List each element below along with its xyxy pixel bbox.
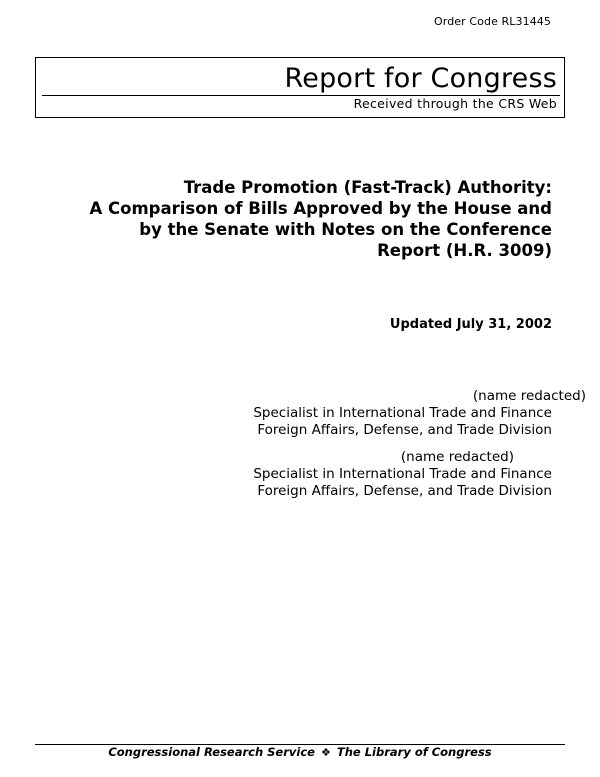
diamond-ornament-icon: ❖ bbox=[320, 746, 331, 759]
author-title: Specialist in International Trade and Finance bbox=[253, 466, 552, 482]
report-header-subtitle: Received through the CRS Web bbox=[353, 96, 557, 111]
author-division: Foreign Affairs, Defense, and Trade Division bbox=[257, 422, 552, 438]
author-name: (name redacted) bbox=[400, 449, 514, 465]
document-title-line: Report (H.R. 3009) bbox=[377, 241, 552, 260]
footer-library: The Library of Congress bbox=[336, 745, 492, 759]
report-header-title: Report for Congress bbox=[284, 63, 557, 94]
order-code: Order Code RL31445 bbox=[434, 15, 551, 28]
document-title-line: Trade Promotion (Fast-Track) Authority: bbox=[183, 178, 552, 197]
updated-date: Updated July 31, 2002 bbox=[389, 317, 552, 332]
author-name: (name redacted) bbox=[472, 388, 586, 404]
document-title-line: by the Senate with Notes on the Conference bbox=[139, 220, 552, 239]
author-block bbox=[253, 449, 552, 500]
document-title bbox=[90, 177, 553, 261]
report-header-box bbox=[35, 57, 565, 118]
footer-publisher: Congressional Research Service bbox=[108, 745, 315, 759]
document-title-line: A Comparison of Bills Approved by the House and bbox=[89, 199, 552, 218]
author-block bbox=[253, 388, 586, 439]
footer bbox=[0, 745, 600, 759]
author-division: Foreign Affairs, Defense, and Trade Division bbox=[257, 483, 552, 499]
author-title: Specialist in International Trade and Finance bbox=[253, 405, 552, 421]
